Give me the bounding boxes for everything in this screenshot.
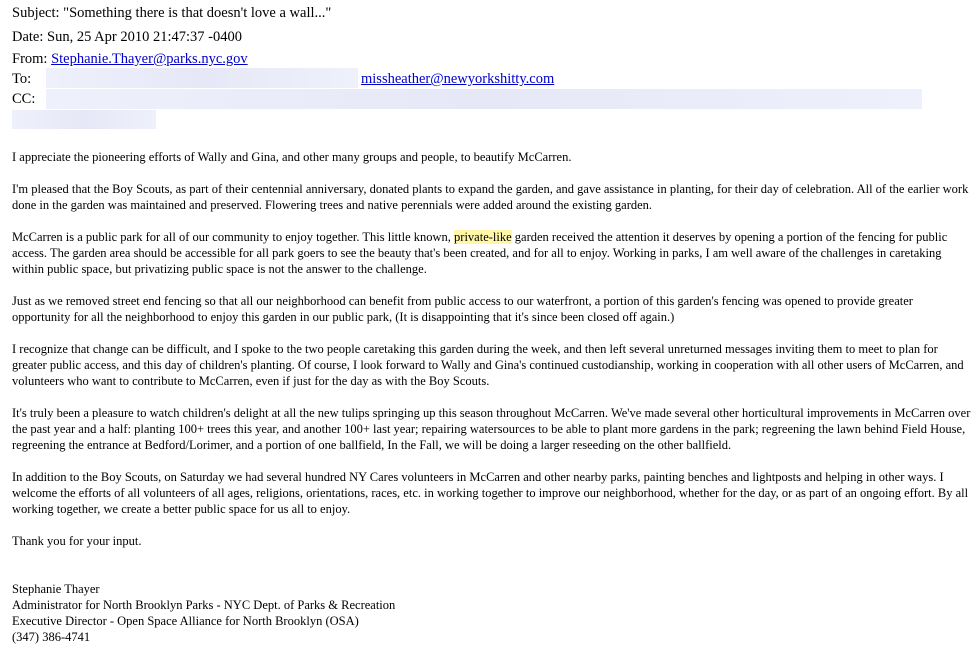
from-email-link[interactable]: Stephanie.Thayer@parks.nyc.gov [51, 51, 248, 67]
body-paragraph-6: It's truly been a pleasure to watch children's delight at all the new tulips springing up this season throughout McCarren. We've made several other horticultural improvements in McCarren over the past year and a half: planting 100+ trees this year, and another 100+ last year; repairing watersources to be able to plant more gardens in the park; regreening the lawn behind Field House, regreening the entrance at Bedford/Lorimer, and a portion of one ballfield, In the Fall, we will be doing a larger reseeding on the other ballfield. [12, 406, 971, 452]
date-line [12, 29, 242, 45]
redacted-cc-recipients-continued [12, 110, 156, 129]
redacted-to-recipients [46, 68, 358, 88]
signature-title-1: Administrator for North Brooklyn Parks - NYC Dept. of Parks & Recreation [12, 598, 396, 612]
body-paragraph-4: Just as we removed street end fencing so that all our neighborhood can benefit from public access to our waterfront, a portion of this garden's fencing was opened to provide greater opportunity for all the neighborhood to enjoy this garden in our public park, (It is disappointing that it's since been closed off again.) [12, 294, 913, 324]
subject-text: "Something there is that doesn't love a wall..." [63, 5, 332, 21]
subject-label: Subject: [12, 5, 60, 21]
highlighted-text: private-like [454, 230, 512, 244]
from-label: From: [12, 51, 48, 67]
signature-phone: (347) 386-4741 [12, 630, 91, 644]
to-label: To: [12, 71, 32, 87]
from-line [12, 51, 248, 67]
date-label: Date: [12, 29, 44, 45]
body-paragraph-3: McCarren is a public park for all of our community to enjoy together. This little known, private-like garden received the attention it deserves by opening a portion of the fencing for public access. The garden area should be accessible for all park goers to see the beauty that's been created, and for all to enjoy. Working in parks, I am well aware of the challenges in caretaking within public space, but privatizing public space is not the answer to the challenge. [12, 230, 948, 276]
redacted-cc-recipients [46, 89, 922, 109]
to-line [12, 71, 31, 87]
body-paragraph-1: I appreciate the pioneering efforts of Wally and Gina, and other many groups and people, to beautify McCarren. [12, 150, 572, 164]
body-paragraph-8: Thank you for your input. [12, 534, 142, 548]
subject-line [12, 5, 331, 21]
cc-label: CC: [12, 91, 36, 107]
to-email-link[interactable]: missheather@newyorkshitty.com [361, 71, 555, 87]
body-paragraph-7: In addition to the Boy Scouts, on Saturday we had several hundred NY Cares volunteers in McCarren and other nearby parks, painting benches and lightposts and helping in other ways. I welcome the efforts of all volunteers of all ages, religions, orientations, races, etc. in working together to improve our neighborhood, whether for the day, or as part of an ongoing effort. By all working together, we create a better public space for us all to enjoy. [12, 470, 969, 516]
body-paragraph-2: I'm pleased that the Boy Scouts, as part of their centennial anniversary, donated plants to expand the garden, and gave assistance in planting, for their day of celebration. All of the earlier work done in the garden was maintained and preserved. Flowering trees and native perennials were added around the existing garden. [12, 182, 969, 212]
cc-line [12, 91, 35, 107]
signature-name: Stephanie Thayer [12, 582, 100, 596]
signature-title-2: Executive Director - Open Space Alliance for North Brooklyn (OSA) [12, 614, 359, 628]
date-text: Sun, 25 Apr 2010 21:47:37 -0400 [47, 29, 242, 45]
body-paragraph-5: I recognize that change can be difficult, and I spoke to the two people caretaking this garden during the week, and then left several unreturned messages inviting them to meet to plan for greater public access, and this day of children's planting. Of course, I look forward to Wally and Gina's continued custodianship, working in cooperation with all other users of McCarren, and volunteers who want to contribute to McCarren, even if just for the day as with the Boy Scouts. [12, 342, 964, 388]
